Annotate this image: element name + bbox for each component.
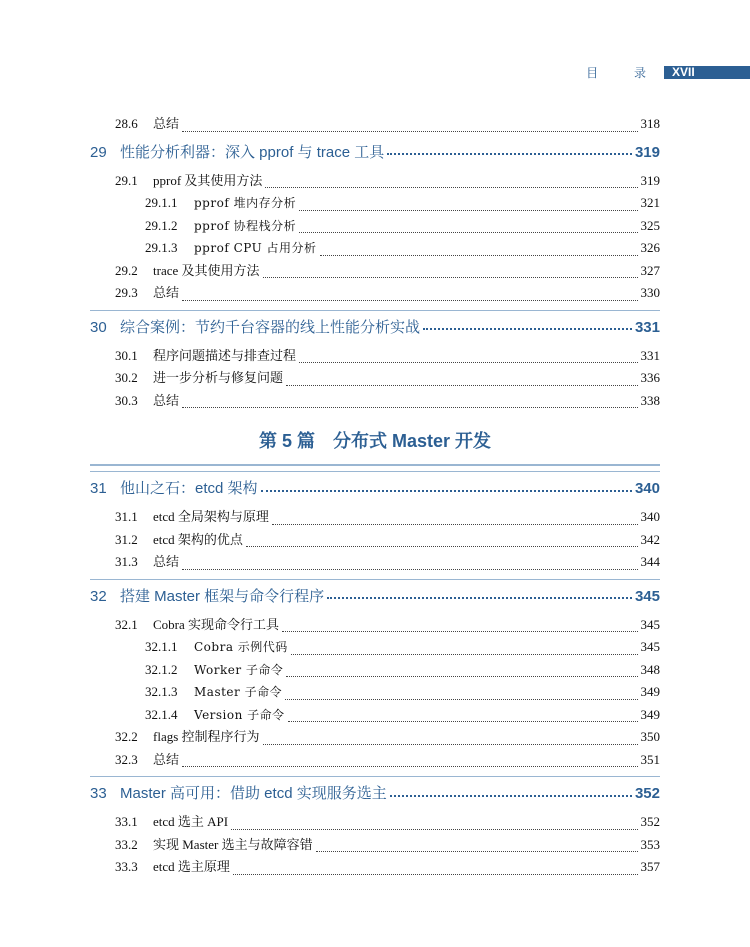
toc-section-entry[interactable]: [90, 551, 660, 574]
dot-leader: [327, 597, 632, 599]
subsection-number: 32.1.2: [145, 661, 178, 677]
section-number: 29.1: [115, 172, 138, 188]
toc-chapter-entry[interactable]: [90, 579, 660, 614]
dot-leader: [263, 277, 638, 278]
running-header: [586, 63, 750, 81]
table-of-contents: [90, 113, 660, 879]
section-number: 33.3: [115, 859, 138, 874]
page-number: 342: [640, 531, 660, 547]
dot-leader: [182, 407, 637, 408]
toc-section-entry[interactable]: [90, 811, 660, 834]
subsection-title: Version 子命令: [194, 707, 285, 722]
section-title: Cobra 实现命令行工具: [153, 616, 280, 632]
section-title: 进一步分析与修复问题: [153, 370, 284, 385]
section-number: 32.3: [115, 751, 138, 767]
page-number: 338: [640, 392, 660, 408]
toc-subsection-entry[interactable]: [90, 704, 660, 727]
page-number: 348: [640, 661, 660, 677]
page-number: 326: [640, 240, 660, 255]
section-title: 总结: [153, 116, 180, 131]
page-number: 349: [640, 706, 660, 722]
section-number: 32.1: [115, 616, 138, 632]
toc-chapter-entry[interactable]: [90, 471, 660, 506]
subsection-number: 29.1.1: [145, 195, 178, 210]
toc-section-entry[interactable]: [90, 170, 660, 193]
chapter-title: 性能分析利器：深入 pprof 与 trace 工具: [120, 143, 385, 161]
section-number: 31.1: [115, 509, 138, 524]
page-number: 319: [634, 143, 660, 161]
subsection-number: 32.1.4: [145, 706, 178, 722]
dot-leader: [285, 699, 637, 700]
subsection-number: 29.1.2: [145, 217, 178, 233]
dot-leader: [316, 851, 638, 852]
section-number: 32.2: [115, 729, 138, 744]
section-title: 总结: [153, 392, 180, 408]
dot-leader: [299, 232, 637, 233]
section-number: 33.1: [115, 814, 138, 829]
section-title: etcd 全局架构与原理: [153, 509, 269, 524]
dot-leader: [182, 131, 637, 132]
dot-leader: [423, 328, 632, 330]
section-title: 总结: [153, 554, 180, 569]
page-number: 331: [640, 347, 660, 363]
page-number: 319: [640, 172, 660, 188]
section-number: 31.3: [115, 554, 138, 569]
toc-section-entry[interactable]: [90, 856, 660, 879]
section-title: pprof 及其使用方法: [153, 172, 263, 188]
section-title: 程序问题描述与排查过程: [153, 347, 297, 363]
toc-subsection-entry[interactable]: [90, 681, 660, 704]
subsection-number: 32.1.3: [145, 684, 178, 699]
dot-leader: [263, 744, 638, 745]
chapter-number: 32: [90, 587, 107, 605]
toc-section-entry[interactable]: [90, 113, 660, 136]
section-number: 28.6: [115, 116, 138, 131]
page-number: 345: [640, 616, 660, 632]
chapter-title: 综合案例：节约千台容器的线上性能分析实战: [120, 318, 421, 336]
page-number: 327: [640, 262, 660, 278]
dot-leader: [182, 300, 637, 301]
page-number: 352: [640, 814, 660, 829]
subsection-number: 29.1.3: [145, 240, 178, 255]
toc-subsection-entry[interactable]: [90, 237, 660, 260]
section-number: 30.1: [115, 347, 138, 363]
page-number: 336: [640, 370, 660, 385]
toc-section-entry[interactable]: [90, 614, 660, 637]
toc-section-entry[interactable]: [90, 282, 660, 305]
dot-leader: [182, 569, 637, 570]
page-number: 318: [640, 116, 660, 131]
chapter-number: 31: [90, 480, 107, 497]
part-number: 第 5 篇: [258, 431, 315, 451]
page-number: 321: [640, 195, 660, 210]
header-title: 目 录: [586, 65, 662, 80]
toc-section-entry[interactable]: [90, 749, 660, 772]
dot-leader: [291, 654, 638, 655]
part-title: 分布式 Master 开发: [332, 431, 492, 451]
subsection-title: pprof 协程栈分析: [194, 218, 297, 233]
toc-section-entry[interactable]: [90, 367, 660, 390]
toc-subsection-entry[interactable]: [90, 636, 660, 659]
section-number: 30.3: [115, 392, 138, 408]
toc-subsection-entry[interactable]: [90, 659, 660, 682]
section-number: 29.2: [115, 262, 138, 278]
dot-leader: [286, 385, 637, 386]
page-number: 349: [640, 684, 660, 699]
page-number: 330: [640, 285, 660, 300]
subsection-title: Cobra 示例代码: [194, 640, 288, 654]
page-number: 344: [640, 554, 660, 569]
section-number: 30.2: [115, 370, 138, 385]
section-title: etcd 架构的优点: [153, 531, 243, 547]
page-number: 352: [634, 785, 660, 802]
chapter-number: 30: [90, 318, 107, 336]
page-number: 345: [640, 639, 660, 654]
chapter-title: Master 高可用：借助 etcd 实现服务选主: [120, 785, 387, 802]
toc-section-entry[interactable]: [90, 834, 660, 857]
page-number: 351: [640, 751, 660, 767]
dot-leader: [320, 255, 638, 256]
dot-leader: [231, 829, 637, 830]
toc-chapter-entry[interactable]: [90, 136, 660, 170]
section-title: flags 控制程序行为: [153, 729, 260, 744]
dot-leader: [299, 362, 637, 363]
toc-section-entry[interactable]: [90, 260, 660, 283]
subsection-number: 32.1.1: [145, 639, 178, 654]
dot-leader: [387, 153, 632, 155]
section-title: 总结: [153, 285, 180, 300]
subsection-title: Worker 子命令: [194, 662, 284, 677]
page-number: 325: [640, 217, 660, 233]
toc-section-entry[interactable]: [90, 529, 660, 552]
toc-chapter-entry[interactable]: [90, 310, 660, 345]
section-number: 33.2: [115, 836, 138, 852]
toc-chapter-entry[interactable]: [90, 776, 660, 811]
toc-section-entry[interactable]: [90, 390, 660, 413]
page-number: 345: [634, 587, 660, 605]
section-title: trace 及其使用方法: [153, 262, 260, 278]
dot-leader: [265, 187, 637, 188]
section-number: 31.2: [115, 531, 138, 547]
toc-subsection-entry[interactable]: [90, 192, 660, 215]
page-number: 350: [640, 729, 660, 744]
part-heading: [90, 416, 660, 466]
section-title: 实现 Master 选主与故障容错: [153, 836, 313, 852]
toc-subsection-entry[interactable]: [90, 215, 660, 238]
dot-leader: [286, 676, 637, 677]
subsection-title: pprof CPU 占用分析: [194, 241, 317, 255]
toc-section-entry[interactable]: [90, 506, 660, 529]
chapter-number: 33: [90, 785, 107, 802]
section-number: 29.3: [115, 285, 138, 300]
page-number: 340: [640, 509, 660, 524]
dot-leader: [299, 210, 637, 211]
subsection-title: pprof 堆内存分析: [194, 196, 297, 210]
dot-leader: [288, 721, 638, 722]
page-number: 331: [634, 318, 660, 336]
dot-leader: [272, 524, 638, 525]
dot-leader: [282, 631, 637, 632]
header-page-number: XVII: [664, 66, 750, 79]
chapter-title: 他山之石：etcd 架构: [120, 480, 258, 497]
dot-leader: [182, 766, 637, 767]
chapter-title: 搭建 Master 框架与命令行程序: [120, 587, 325, 605]
section-title: 总结: [153, 751, 180, 767]
subsection-title: Master 子命令: [194, 685, 283, 699]
page-number: 340: [634, 480, 660, 497]
section-title: etcd 选主 API: [153, 814, 229, 829]
section-title: etcd 选主原理: [153, 859, 230, 874]
chapter-number: 29: [90, 143, 107, 161]
dot-leader: [233, 874, 638, 875]
page-number: 353: [640, 836, 660, 852]
dot-leader: [390, 795, 632, 797]
dot-leader: [246, 546, 638, 547]
toc-section-entry[interactable]: [90, 726, 660, 749]
dot-leader: [261, 490, 632, 492]
page-number: 357: [640, 859, 660, 874]
toc-section-entry[interactable]: [90, 345, 660, 368]
